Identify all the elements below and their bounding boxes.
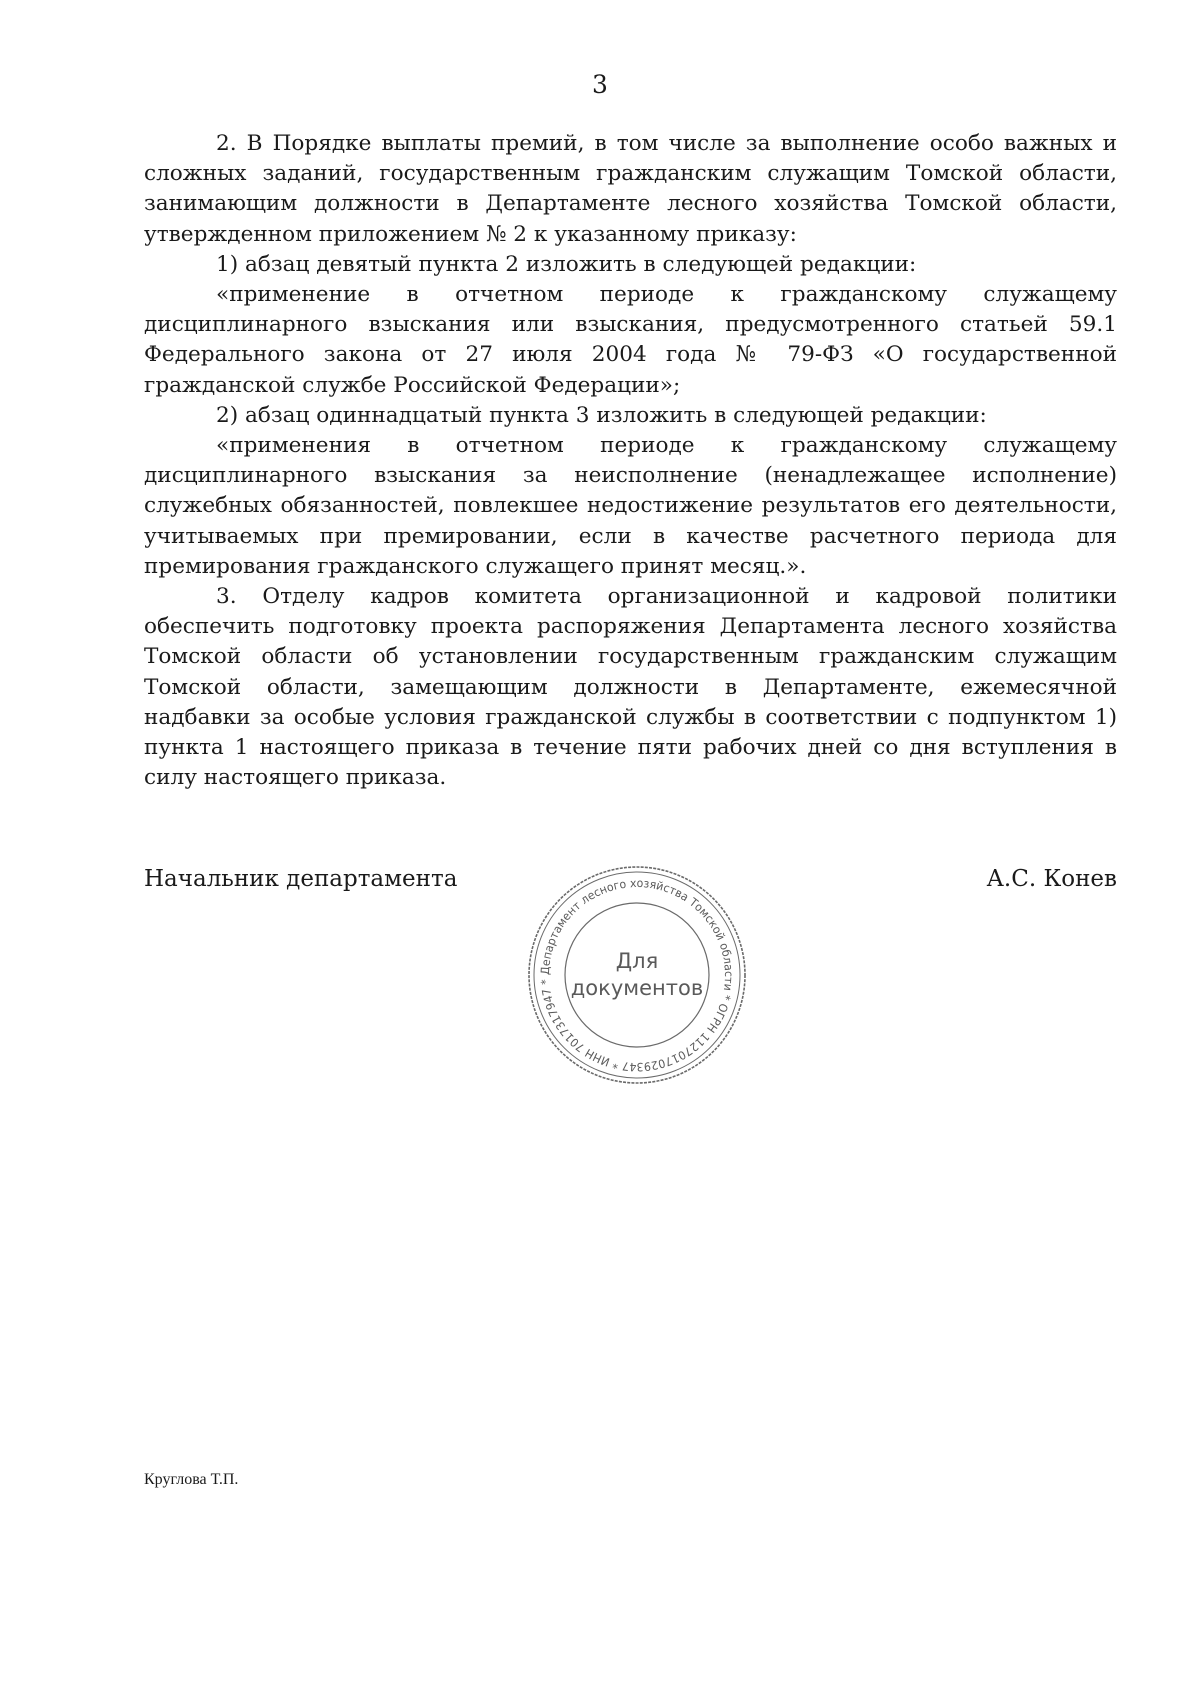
paragraph-2: 2. В Порядке выплаты премий, в том числе за выполнение особо важных и сложных заданий, государственным гражданским служащим Томской области, занимающим должности в Департаменте лесного хозяйства Томской области, утвержденном приложением № 2 к указанному приказу: <box>144 131 1117 247</box>
page-number: 3 <box>592 70 608 99</box>
subparagraph-1: 1) абзац девятый пункта 2 изложить в следующей редакции: <box>216 251 917 277</box>
quote-1: «применение в отчетном периоде к гражданскому служащему дисциплинарного взыскания или взыскания, предусмотренного статьей 59.1 Федерального закона от 27 июля 2004 года № 79-ФЗ «О государственной гражданской службе Российской Федерации»; <box>144 282 1117 398</box>
paragraph-3: 3. Отделу кадров комитета организационной и кадровой политики обеспечить подготовку проекта распоряжения Департамента лесного хозяйства Томской области об установлении государственным гражданским служащим Томской области, замещающим должности в Департаменте, ежемесячной надбавки за особые условия гражданской службы в соответствии с подпунктом 1) пункта 1 настоящего приказа в течение пяти рабочих дней со дня вступления в силу настоящего приказа. <box>144 584 1117 791</box>
signer-position: Начальник департамента <box>144 866 458 892</box>
signer-name: А.С. Конев <box>986 866 1117 892</box>
document-body <box>144 129 1117 793</box>
official-stamp <box>522 860 752 1090</box>
stamp-ring-text: Департамент лесного хозяйства Томской области * ОГРН 1127017029347 * ИНН 7017317947 * <box>537 875 737 1075</box>
executor-name: Круглова Т.П. <box>144 1471 239 1488</box>
stamp-icon <box>522 860 752 1090</box>
subparagraph-2: 2) абзац одиннадцатый пункта 3 изложить в следующей редакции: <box>216 402 987 428</box>
quote-2: «применения в отчетном периоде к гражданскому служащему дисциплинарного взыскания за неисполнение (ненадлежащее исполнение) служебных обязанностей, повлекшее недостижение результатов его деятельности, учитываемых при премировании, если в качестве расчетного периода для премирования гражданского служащего принят месяц.». <box>144 433 1117 579</box>
stamp-center-line2: документов <box>570 976 704 1000</box>
stamp-center-line1: Для <box>615 949 659 973</box>
